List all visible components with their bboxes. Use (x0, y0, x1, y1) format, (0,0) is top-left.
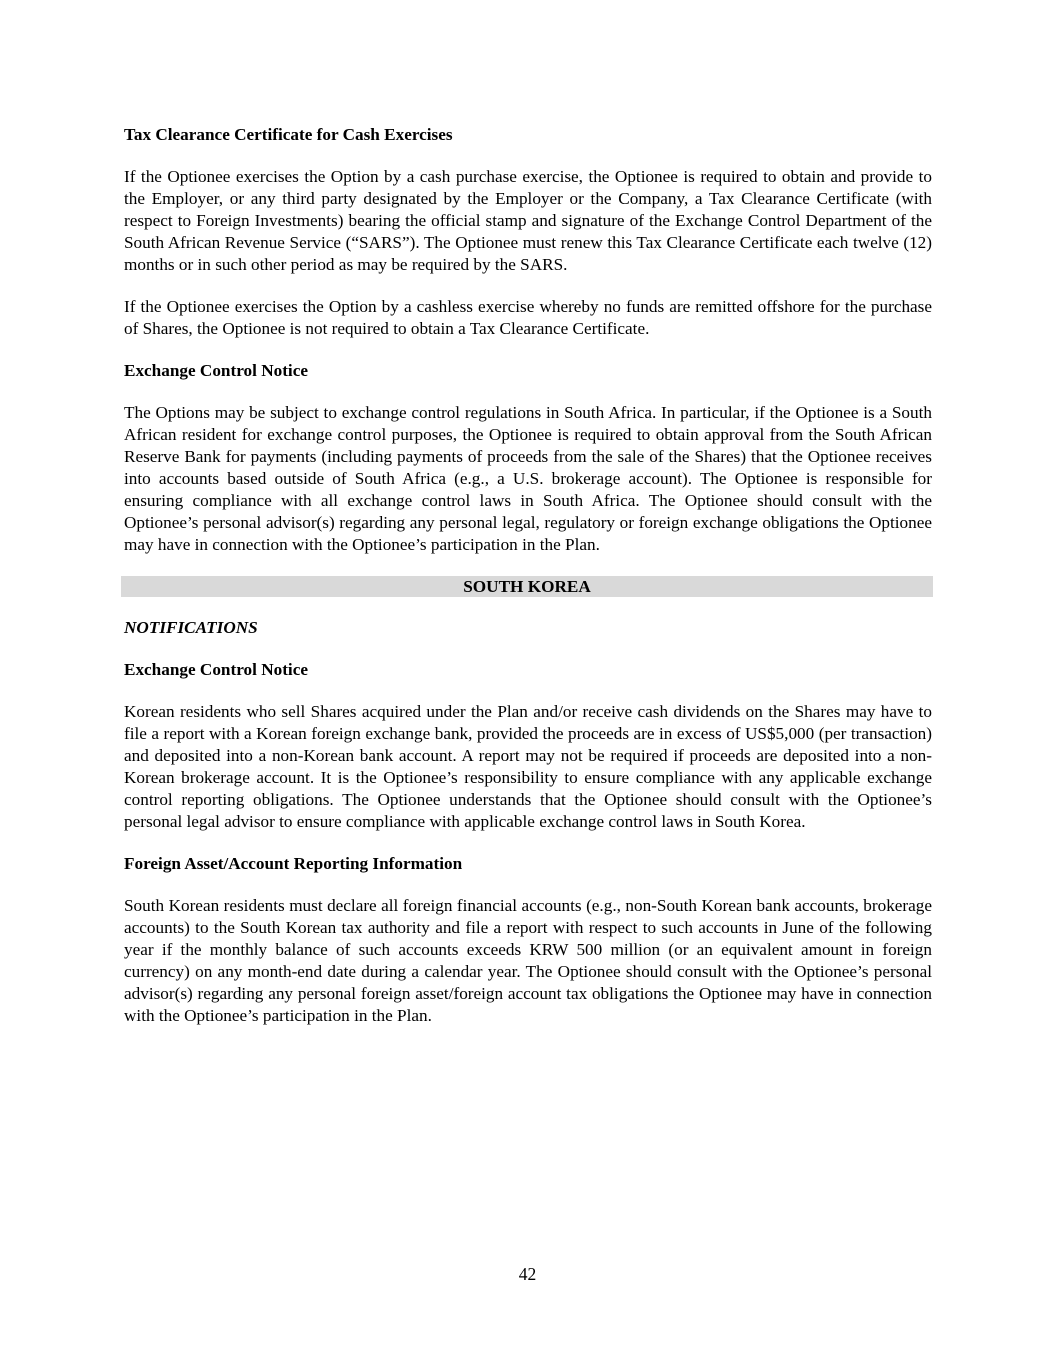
document-page (124, 124, 932, 1047)
kr-exchange-control-heading: Exchange Control Notice (124, 660, 308, 679)
sa-exchange-control-heading: Exchange Control Notice (124, 361, 308, 380)
notifications-heading: NOTIFICATIONS (124, 618, 258, 637)
sa-exchange-control-paragraph: The Options may be subject to exchange control regulations in South Africa. In particular, if the Optionee is a South African resident for exchange control purposes, the Optionee is required to obtain approval from the South African Reserve Bank for payments (including payments of proceeds from the sale of the Shares) that the Optionee receives into accounts based outside of South Africa (e.g., a U.S. brokerage account). The Optionee is responsible for ensuring compliance with all exchange control laws in South Africa. The Optionee should consult with the Optionee’s personal advisor(s) regarding any personal legal, regulatory or foreign exchange obligations the Optionee may have in connection with the Optionee’s participation in the Plan. (124, 403, 932, 554)
tax-clearance-heading: Tax Clearance Certificate for Cash Exercises (124, 125, 453, 144)
tax-clearance-paragraph-2: If the Optionee exercises the Option by a cashless exercise whereby no funds are remitted offshore for the purchase of Shares, the Optionee is not required to obtain a Tax Clearance Certificate. (124, 297, 932, 338)
foreign-asset-paragraph: South Korean residents must declare all foreign financial accounts (e.g., non-South Korean bank accounts, brokerage accounts) to the South Korean tax authority and file a report with respect to such accounts in June of the following year if the monthly balance of such accounts exceeds KRW 500 million (or an equivalent amount in foreign currency) on any month-end date during a calendar year. The Optionee should consult with the Optionee’s personal advisor(s) regarding any personal foreign asset/foreign account tax obligations the Optionee may have in connection with the Optionee’s participation in the Plan. (124, 896, 932, 1025)
foreign-asset-heading: Foreign Asset/Account Reporting Information (124, 854, 463, 873)
tax-clearance-paragraph-1: If the Optionee exercises the Option by a cash purchase exercise, the Optionee is required to obtain and provide to the Employer, or any third party designated by the Employer or the Company, a Tax Clearance Certificate (with respect to Foreign Investments) bearing the official stamp and signature of the Exchange Control Department of the South African Revenue Service (“SARS”). The Optionee must renew this Tax Clearance Certificate each twelve (12) months or in such other period as may be required by the SARS. (124, 167, 932, 274)
south-korea-country-bar: SOUTH KOREA (121, 576, 933, 597)
page-number: 42 (518, 1264, 537, 1284)
kr-exchange-control-paragraph: Korean residents who sell Shares acquired under the Plan and/or receive cash dividends on the Shares may have to file a report with a Korean foreign exchange bank, provided the proceeds are in excess of US$5,000 (per transaction) and deposited into a non-Korean bank account. A report may not be required if proceeds are deposited into a non-Korean brokerage account. It is the Optionee’s responsibility to ensure compliance with any applicable exchange control reporting obligations. The Optionee understands that the Optionee should consult with the Optionee’s personal legal advisor to ensure compliance with applicable exchange control laws in South Korea. (124, 702, 932, 831)
